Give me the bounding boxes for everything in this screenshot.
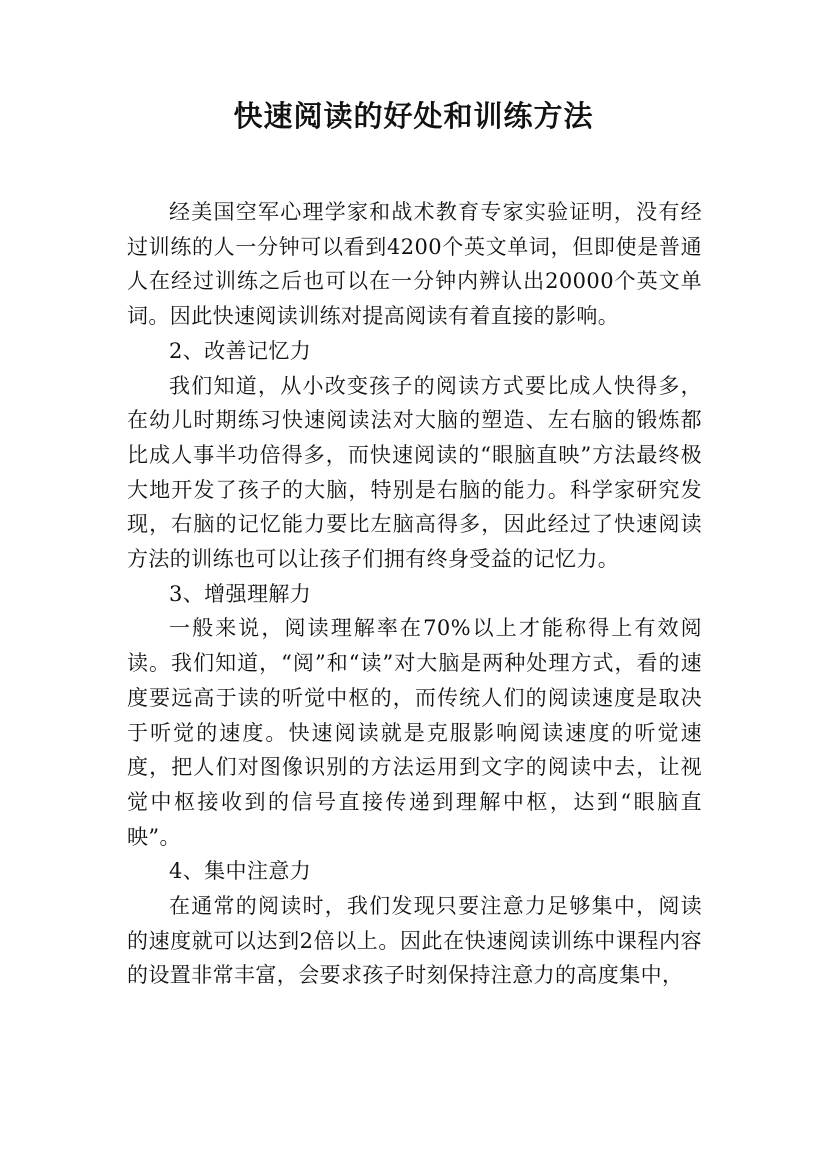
paragraph-attention: 在通常的阅读时，我们发现只要注意力足够集中，阅读的速度就可以达到2倍以上。因此在快速阅读训练中课程内容的设置非常丰富，会要求孩子时刻保持注意力的高度集中， (127, 894, 702, 988)
section-heading-comprehension: 3、增强理解力 (169, 581, 312, 606)
paragraph-comprehension: 一般来说，阅读理解率在70%以上才能称得上有效阅读。我们知道，“阅”和“读”对大脑是两种处理方式，看的速度要远高于读的听觉中枢的，而传统人们的阅读速度是取决于听觉的速度。快速阅读就是克服影响阅读速度的听觉速度，把人们对图像识别的方法运用到文字的阅读中去，让视觉中枢接收到的信号直接传递到理解中枢，达到“眼脑直映”。 (127, 616, 702, 849)
document-body (127, 195, 702, 993)
paragraph-memory: 我们知道，从小改变孩子的阅读方式要比成人快得多，在幼儿时期练习快速阅读法对大脑的塑造、左右脑的锻炼都比成人事半功倍得多，而快速阅读的“眼脑直映”方法最终极大地开发了孩子的大脑，特别是右脑的能力。科学家研究发现，右脑的记忆能力要比左脑高得多，因此经过了快速阅读方法的训练也可以让孩子们拥有终身受益的记忆力。 (127, 373, 702, 572)
document-title: 快速阅读的好处和训练方法 (233, 99, 594, 133)
section-heading-memory: 2、改善记忆力 (169, 338, 312, 363)
section-heading-attention: 4、集中注意力 (169, 859, 312, 884)
paragraph-intro: 经美国空军心理学家和战术教育专家实验证明，没有经过训练的人一分钟可以看到4200个英文单词，但即使是普通人在经过训练之后也可以在一分钟内辨认出20000个英文单词。因此快速阅读训练对提高阅读有着直接的影响。 (127, 200, 702, 329)
